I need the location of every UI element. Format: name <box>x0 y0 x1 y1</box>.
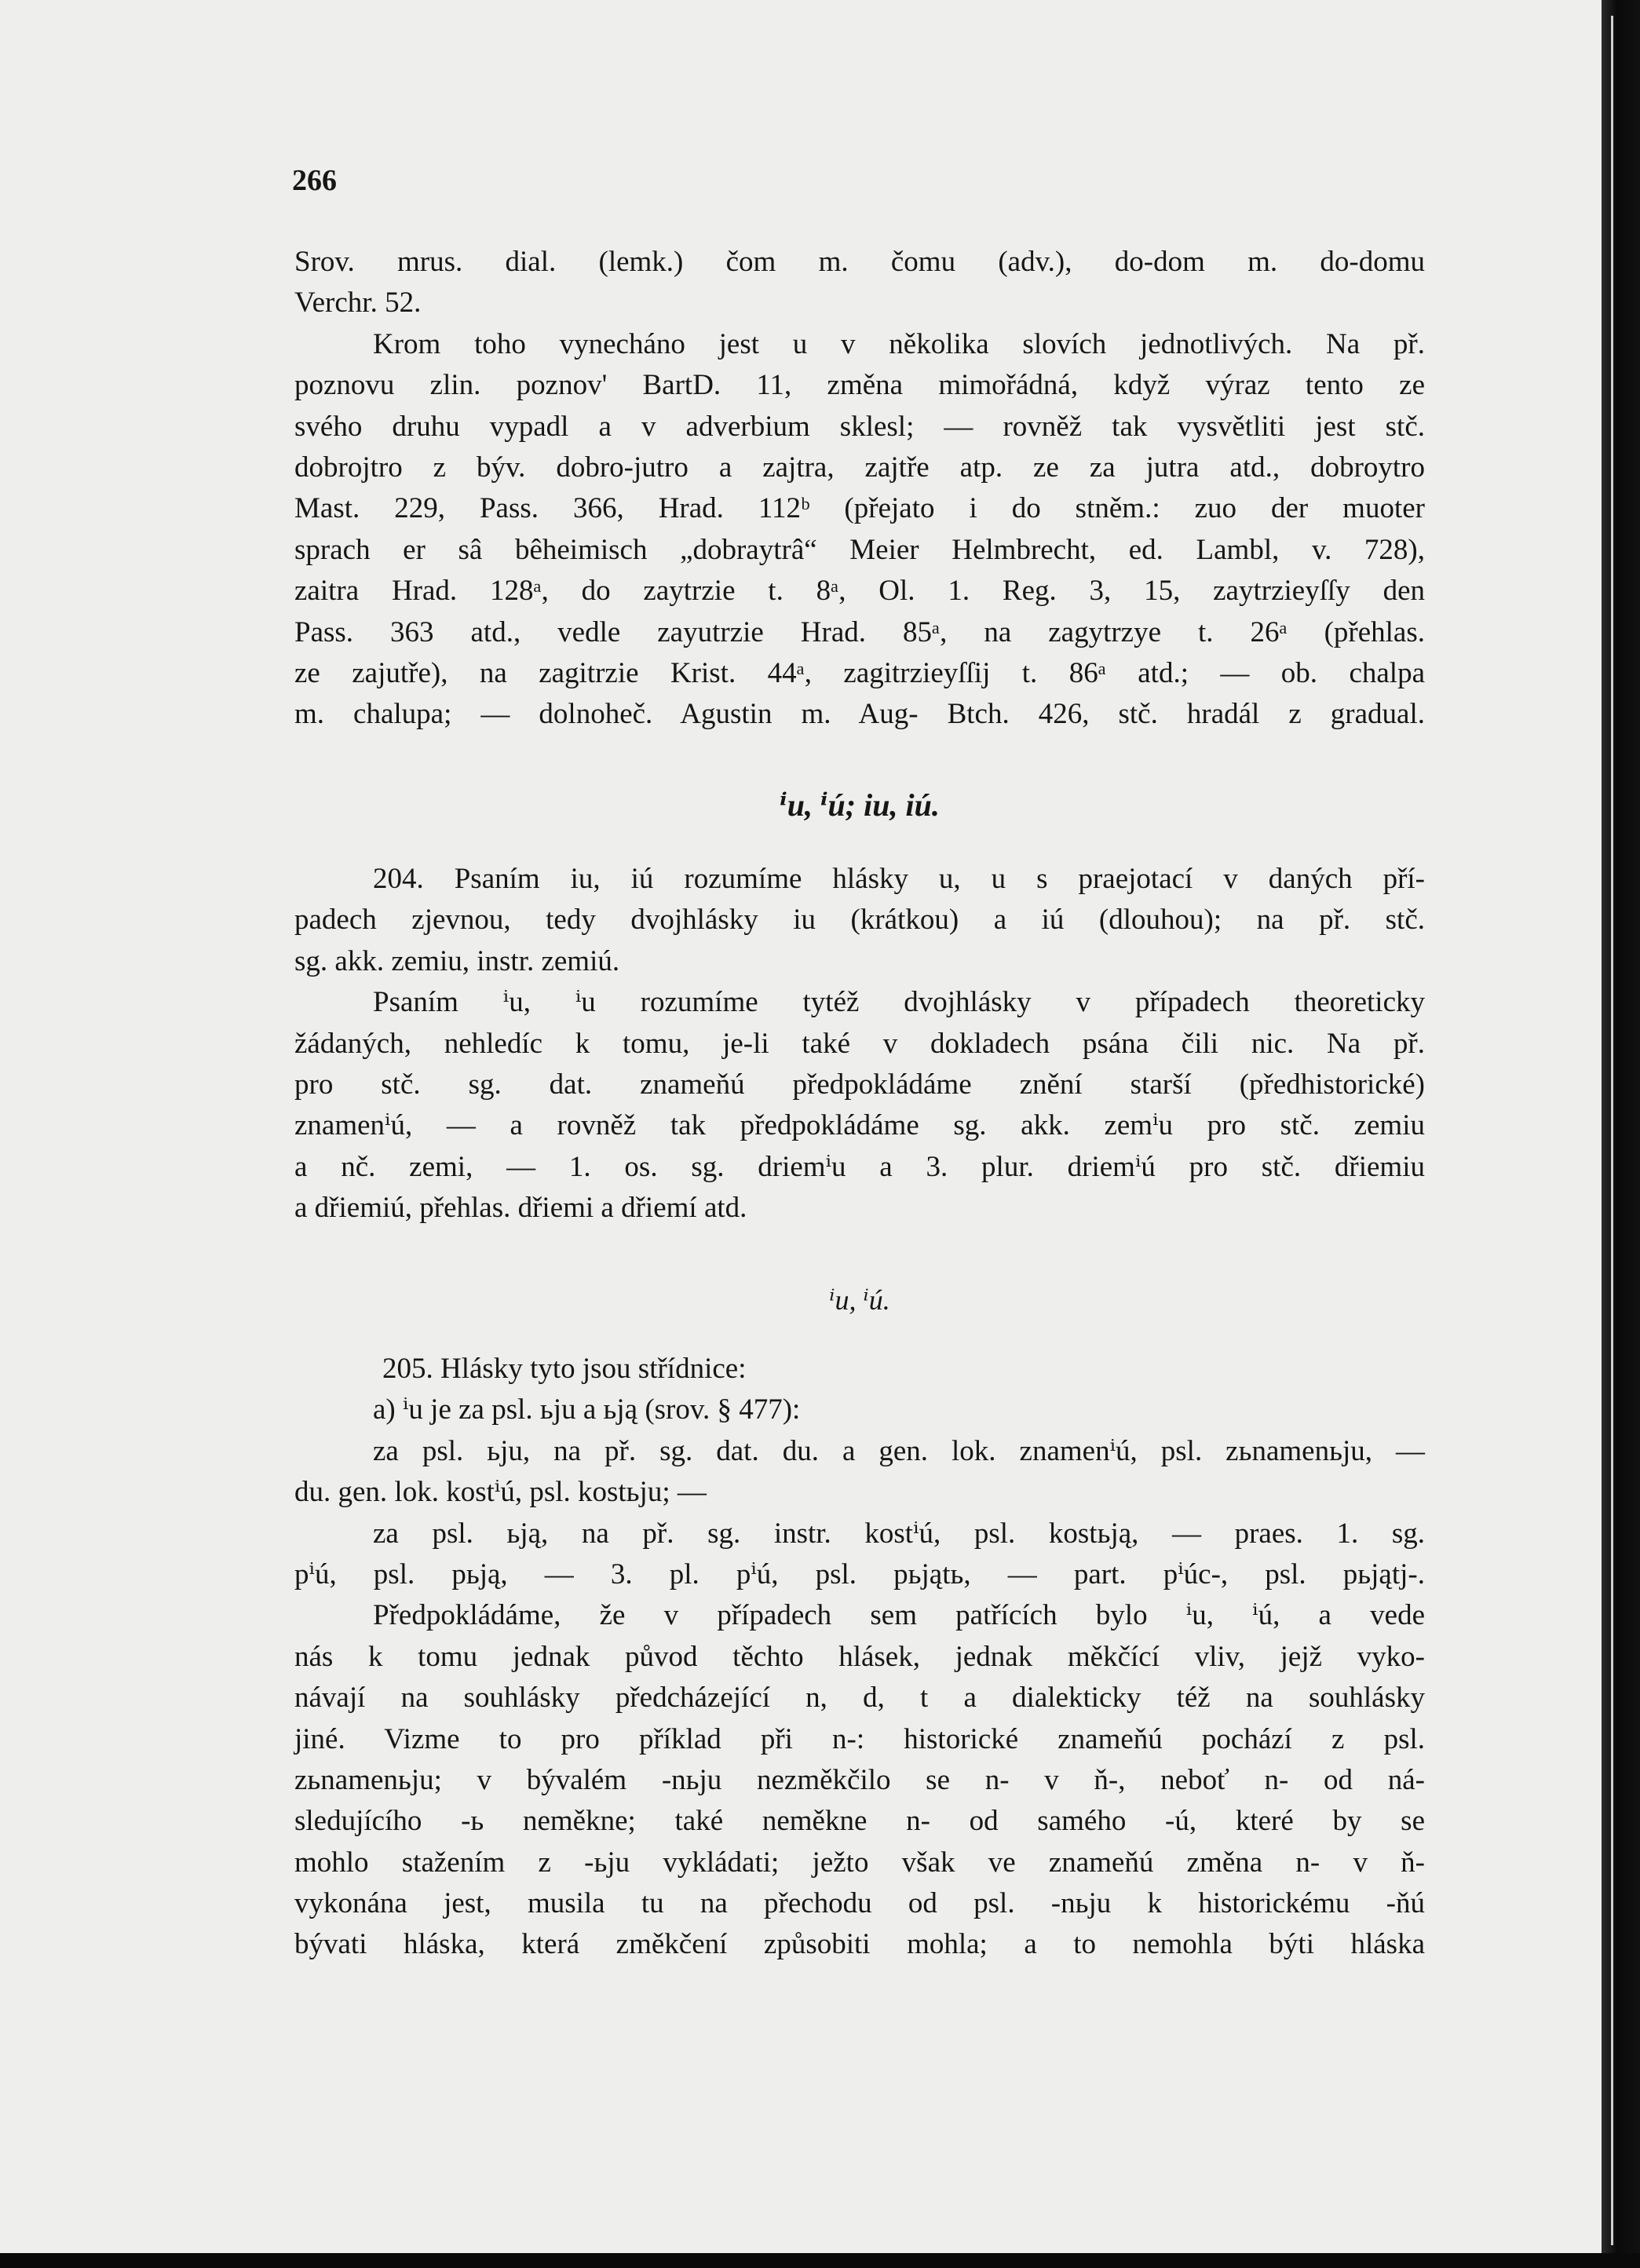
text-line: nás k tomu jednak původ těchto hlásek, jednak měkčící vliv, jejž vyko- <box>294 1640 1425 1673</box>
text-line: za psl. ьją, na př. sg. instr. kostⁱú, psl. kostьją, — praes. 1. sg. <box>373 1517 1425 1550</box>
paragraph-block-1 <box>294 242 1425 736</box>
text-line: sledujícího -ь neměkne; také neměkne n- od samého -ú, které by se <box>294 1805 1425 1838</box>
text-line: dobrojtro z býv. dobro-jutro a zajtra, zajtře atp. ze za jutra atd., dobroytro <box>294 451 1425 484</box>
text-line: Mast. 229, Pass. 366, Hrad. 112ᵇ (přejato i do stněm.: zuo der muoter <box>294 492 1425 525</box>
text-line: du. gen. lok. kostⁱú, psl. kostьju; — <box>294 1476 707 1509</box>
text-line: m. chalupa; — dolnoheč. Agustin m. Aug- Btch. 426, stč. hradál z gradual. <box>294 698 1425 731</box>
page-number: 266 <box>292 164 337 197</box>
page-edge-line <box>1611 16 1613 2245</box>
section-heading-2: ⁱu, ⁱú. <box>829 1284 890 1316</box>
paragraph-block-3 <box>294 1349 1425 1966</box>
text-line: padech zjevnou, tedy dvojhlásky iu (krátkou) a iú (dlouhou); na př. stč. <box>294 904 1425 937</box>
text-line: a) ⁱu je za psl. ьju a ьją (srov. § 477): <box>373 1393 801 1426</box>
text-line: sg. akk. zemiu, instr. zemiú. <box>294 944 620 977</box>
text-line: Srov. mrus. dial. (lemk.) čom m. čomu (adv.), do-dom m. do-domu <box>294 246 1425 278</box>
text-line: poznovu zlin. poznov' BartD. 11, změna mimořádná, když výraz tento ze <box>294 369 1425 402</box>
page-binding-shadow <box>1602 0 1640 2268</box>
text-line: Psaním ⁱu, ⁱu rozumíme tytéž dvojhlásky v případech theoreticky <box>373 986 1425 1019</box>
text-line: Krom toho vynecháno jest u v několika slovích jednotlivých. Na př. <box>373 327 1425 360</box>
text-line: návají na souhlásky předcházející n, d, t a dialekticky též na souhlásky <box>294 1682 1425 1715</box>
text-line: sprach er sâ bêheimisch „dobraytrâ“ Meier Helmbrecht, ed. Lambl, v. 728), <box>294 533 1425 566</box>
text-line: zaitra Hrad. 128ᵃ, do zaytrzie t. 8ᵃ, Ol. 1. Reg. 3, 15, zaytrzieyſſy den <box>294 575 1425 608</box>
text-line: žádaných, nehledíc k tomu, je-li také v dokladech psána čili nic. Na př. <box>294 1027 1425 1060</box>
scan-bottom-border <box>0 2253 1640 2268</box>
text-line: Pass. 363 atd., vedle zayutrzie Hrad. 85ᵃ, na zagytrzye t. 26ᵃ (přehlas. <box>294 615 1425 648</box>
paragraph-block-2 <box>294 859 1425 1229</box>
text-line: za psl. ьju, na př. sg. dat. du. a gen. lok. znamenⁱú, psl. zьnamenьju, — <box>373 1434 1425 1467</box>
section-heading-1: ⁱu, ⁱú; iu, iú. <box>780 787 940 823</box>
text-line: Verchr. 52. <box>294 287 422 320</box>
text-line: a nč. zemi, — 1. os. sg. driemⁱu a 3. plur. driemⁱú pro stč. dřiemiu <box>294 1150 1425 1183</box>
text-line: pⁱú, psl. pьją, — 3. pl. pⁱú, psl. pьjątь, — part. pⁱúc-, psl. pьjątj-. <box>294 1558 1425 1591</box>
text-line: Předpokládáme, že v případech sem patřících bylo ⁱu, ⁱú, a vede <box>373 1599 1425 1632</box>
text-line: ze zajutře), na zagitrzie Krist. 44ᵃ, zagitrzieyſſij t. 86ᵃ atd.; — ob. chalpa <box>294 656 1425 689</box>
text-line: a dřiemiú, přehlas. dřiemi a dřiemí atd. <box>294 1192 747 1225</box>
text-line: mohlo stažením z -ьju vykládati; ježto však ve znameňú změna n- v ň- <box>294 1846 1425 1879</box>
text-line: vykonána jest, musila tu na přechodu od psl. -nьju k historickému -ňú <box>294 1887 1425 1920</box>
text-line: znamenⁱú, — a rovněž tak předpokládáme sg. akk. zemⁱu pro stč. zemiu <box>294 1109 1425 1142</box>
text-line: zьnamenьju; v bývalém -nьju nezměkčilo se n- v ň-, neboť n- od ná- <box>294 1763 1425 1796</box>
text-line: pro stč. sg. dat. znameňú předpokládáme znění starší (předhistorické) <box>294 1068 1425 1101</box>
text-line: 205. Hlásky tyto jsou střídnice: <box>382 1353 747 1385</box>
text-line: svého druhu vypadl a v adverbium sklesl; — rovněž tak vysvětliti jest stč. <box>294 410 1425 443</box>
text-line: bývati hláska, která změkčení způsobiti mohla; a to nemohla býti hláska <box>294 1928 1425 1961</box>
text-line: jiné. Vizme to pro příklad při n-: historické znameňú pochází z psl. <box>294 1722 1425 1755</box>
text-line: 204. Psaním iu, iú rozumíme hlásky u, u s praejotací v daných pří- <box>373 863 1425 895</box>
